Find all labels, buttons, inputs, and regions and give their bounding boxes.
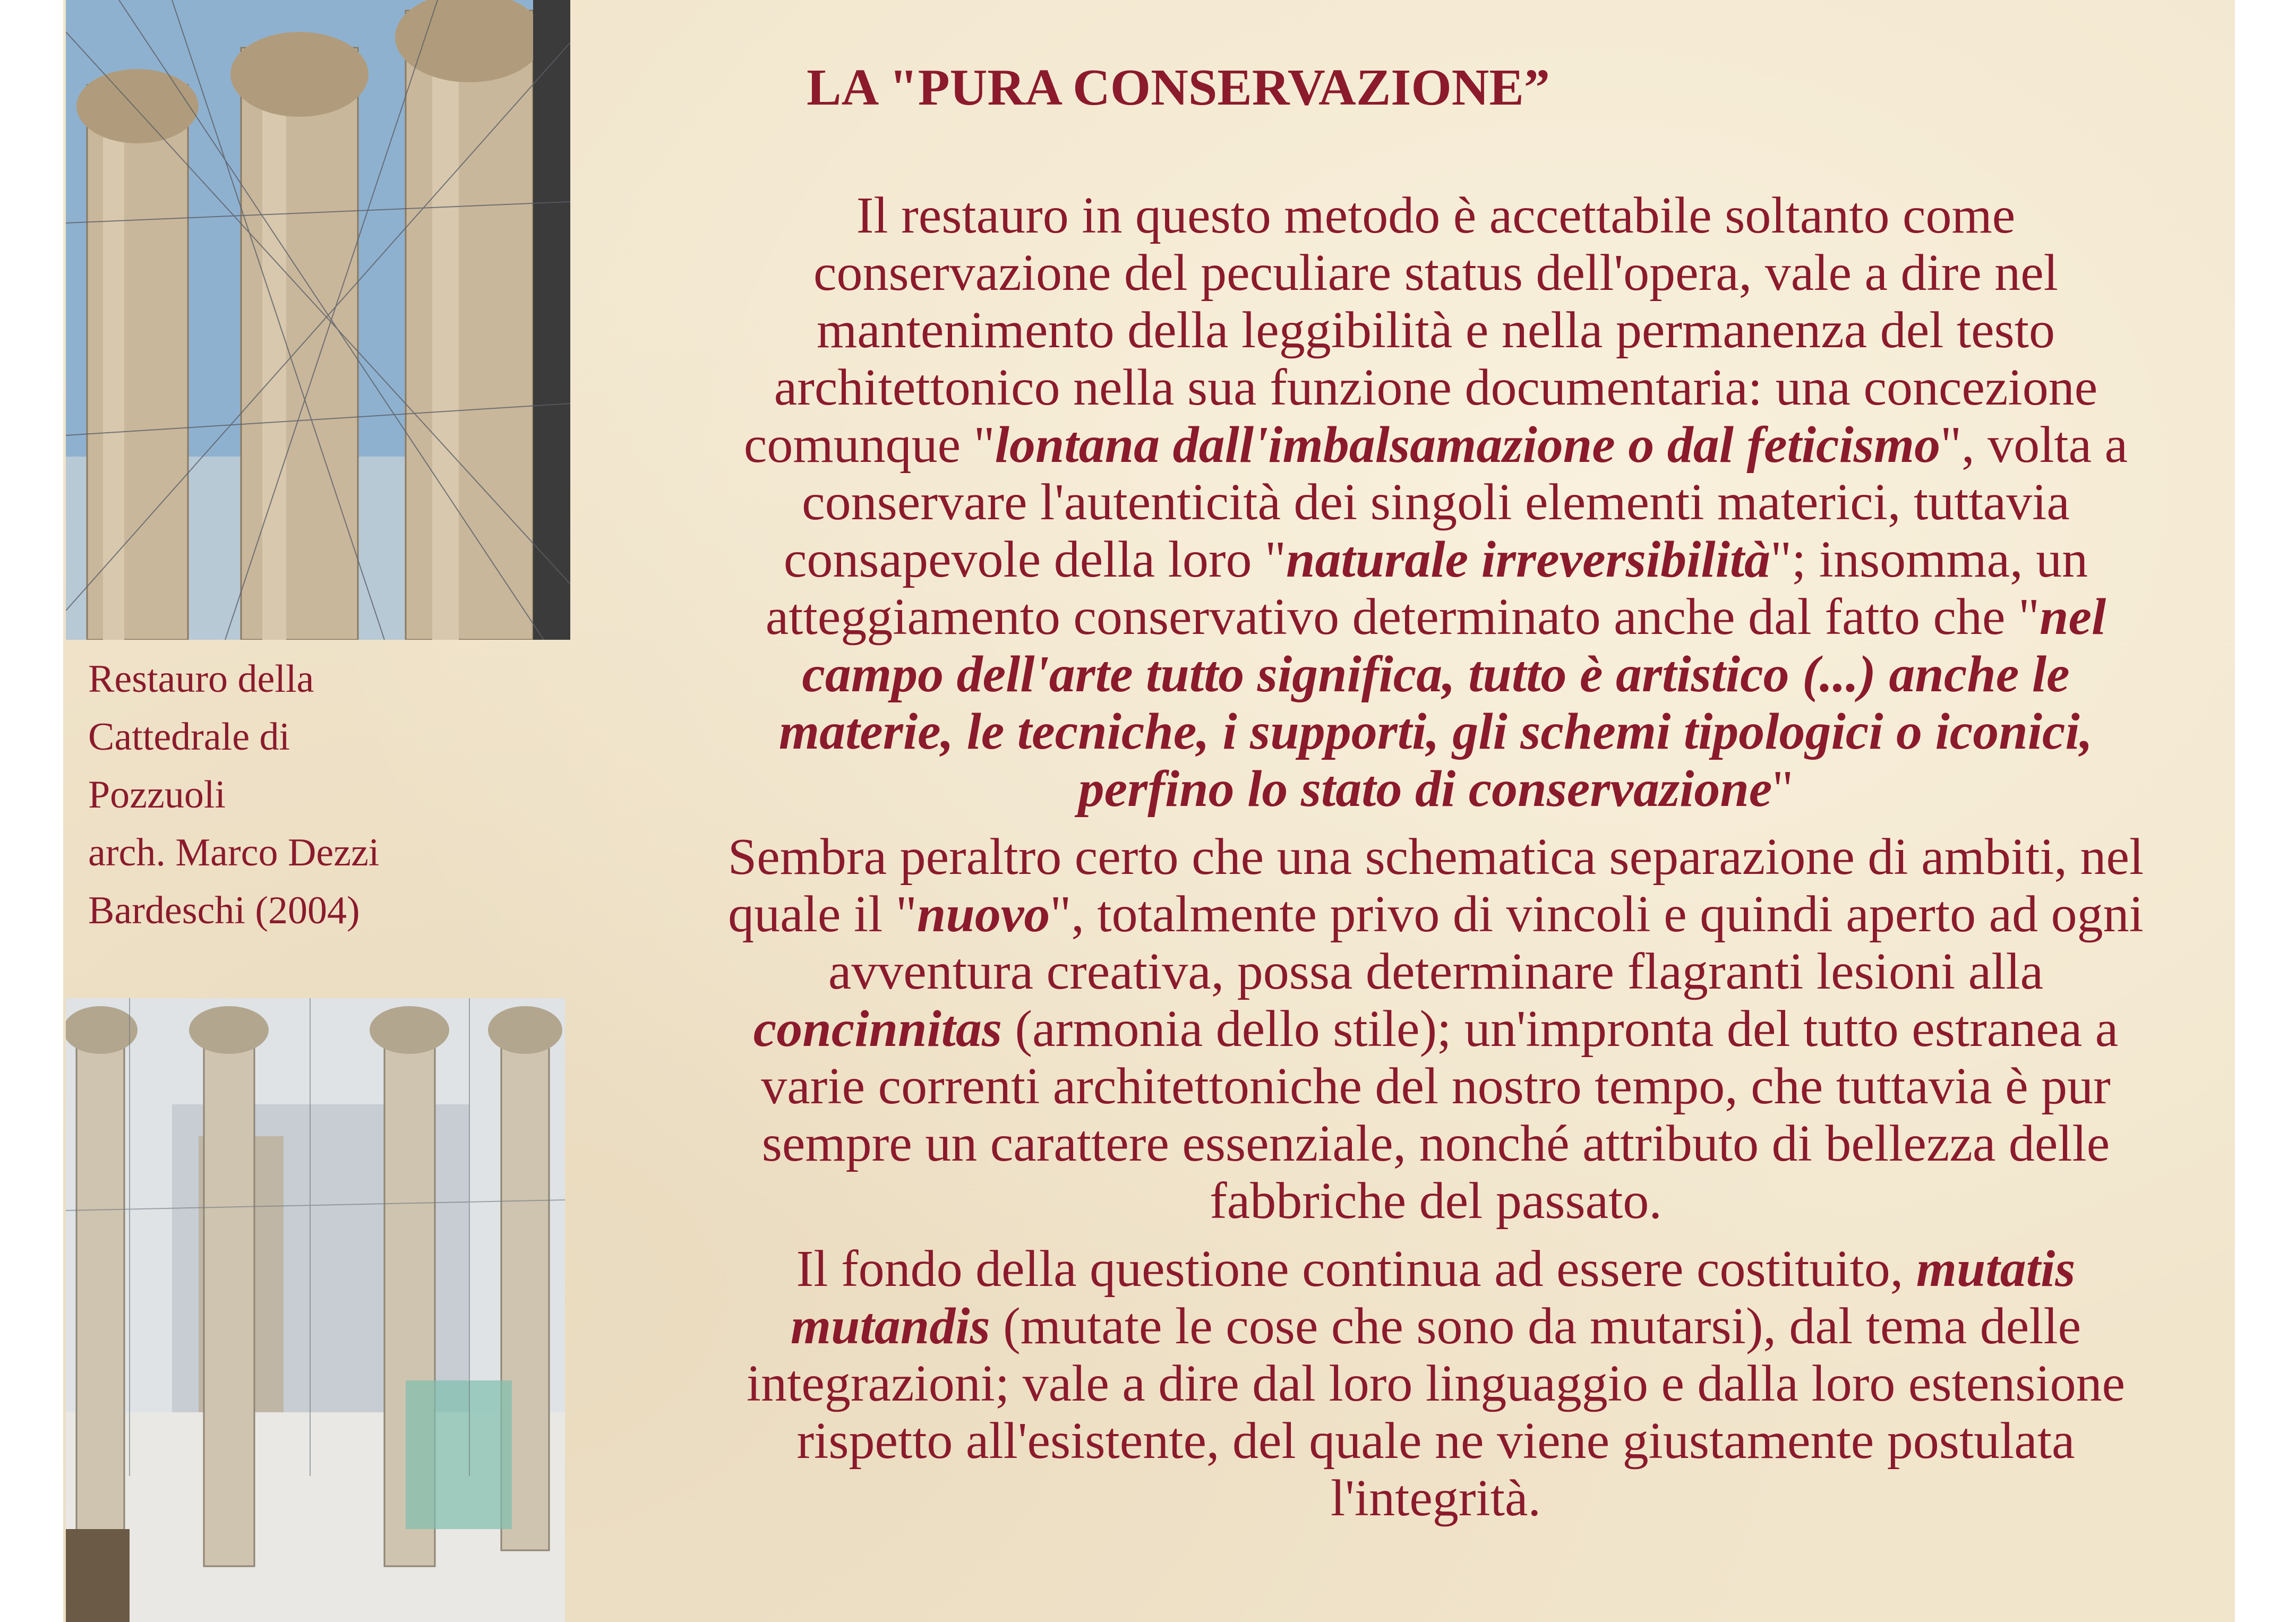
paragraph1-line: mantenimento della leggibilità e nella permanenza del testo bbox=[816, 302, 2055, 359]
paragraph1-line bbox=[584, 760, 2235, 818]
caption-line: Pozzuoli bbox=[88, 773, 226, 817]
emphasis-word: mutandis bbox=[790, 1298, 990, 1355]
paragraph1-line: conservare l'autenticità dei singoli elementi materici, tuttavia bbox=[802, 474, 2070, 531]
text-run: comunque " bbox=[743, 416, 995, 474]
photo-caption bbox=[88, 650, 460, 940]
paragraph1-line bbox=[584, 531, 2235, 588]
paragraph1-line: architettonico nella sua funzione documentaria: una concezione bbox=[774, 359, 2098, 416]
text-run: (mutate le cose che sono da mutarsi), dal tema delle bbox=[990, 1298, 2081, 1355]
emphasis-word: concinnitas bbox=[753, 1000, 1003, 1058]
emphasis-word: mutatis bbox=[1916, 1240, 2076, 1298]
paragraph2-line: fabbriche del passato. bbox=[1210, 1172, 1662, 1230]
paragraph2-line: sempre un carattere essenziale, nonché attributo di bellezza delle bbox=[761, 1115, 2110, 1172]
paragraph2-line: Sembra peraltro certo che una schematica separazione di ambiti, nel bbox=[727, 828, 2144, 886]
paragraph1-line: Il restauro in questo metodo è accettabile soltanto come bbox=[856, 187, 2016, 244]
slide bbox=[63, 0, 2235, 1622]
paragraph3-line: rispetto all'esistente, del quale ne viene giustamente postulata bbox=[796, 1412, 2075, 1470]
paragraph2-line bbox=[584, 1000, 2235, 1058]
paragraph1-line bbox=[584, 416, 2235, 474]
emphasis-quote: naturale irreversibilità bbox=[1286, 531, 1771, 588]
caption-line: Restauro della bbox=[88, 657, 314, 701]
text-run: "; insomma, un bbox=[1770, 531, 2088, 588]
paragraph2-line: avventura creativa, possa determinare flagranti lesioni alla bbox=[828, 943, 2044, 1000]
paragraph3-line: integrazioni; vale a dire dal loro linguaggio e dalla loro estensione bbox=[746, 1355, 2126, 1412]
emphasis-quote: lontana dall'imbalsamazione o dal feticismo bbox=[995, 416, 1941, 474]
paragraph1-line: materie, le tecniche, i supporti, gli schemi tipologici o iconici, bbox=[778, 703, 2093, 760]
paragraph-gap bbox=[584, 1230, 2235, 1240]
paragraph2-line: varie correnti architettoniche del nostro tempo, che tuttavia è pur bbox=[761, 1058, 2111, 1115]
caption-line: Cattedrale di bbox=[88, 715, 290, 759]
paragraph1-line: conservazione del peculiare status dell'opera, vale a dire nel bbox=[813, 244, 2059, 302]
text-run: ", volta a bbox=[1940, 416, 2128, 474]
text-run: quale il " bbox=[728, 886, 917, 943]
paragraph3-line: l'integrità. bbox=[1331, 1470, 1541, 1527]
paragraph3-line bbox=[584, 1240, 2235, 1298]
page-title: LA "PURA CONSERVAZIONE” bbox=[807, 59, 1550, 116]
columns-illustration bbox=[66, 0, 570, 640]
paragraph1-line bbox=[584, 588, 2235, 646]
caption-line: Bardeschi (2004) bbox=[88, 889, 360, 932]
text-run: (armonia dello stile); un'impronta del tutto estranea a bbox=[1002, 1000, 2119, 1058]
paragraph-gap bbox=[584, 818, 2235, 828]
emphasis-quote: nel bbox=[2039, 588, 2106, 646]
text-run: " bbox=[1772, 760, 1794, 818]
text-run: Il fondo della questione continua ad essere costituito, bbox=[796, 1240, 1916, 1298]
interior-illustration bbox=[66, 998, 565, 1622]
text-run: consapevole della loro " bbox=[783, 531, 1287, 588]
column-restoration-photo-top bbox=[66, 0, 570, 640]
text-run: ", totalmente privo di vincoli e quindi aperto ad ogni bbox=[1050, 886, 2144, 943]
emphasis-quote: perfino lo stato di conservazione bbox=[1078, 760, 1772, 818]
paragraph1-line: campo dell'arte tutto significa, tutto è artistico (...) anche le bbox=[802, 646, 2070, 703]
paragraph3-line bbox=[584, 1298, 2235, 1355]
paragraph2-line bbox=[584, 886, 2235, 943]
caption-line: arch. Marco Dezzi bbox=[88, 831, 380, 874]
body-text bbox=[584, 187, 2235, 1527]
text-run: atteggiamento conservativo determinato anche dal fatto che " bbox=[765, 588, 2040, 646]
cathedral-interior-photo-bottom bbox=[66, 998, 565, 1622]
emphasis-word: nuovo bbox=[916, 886, 1050, 943]
